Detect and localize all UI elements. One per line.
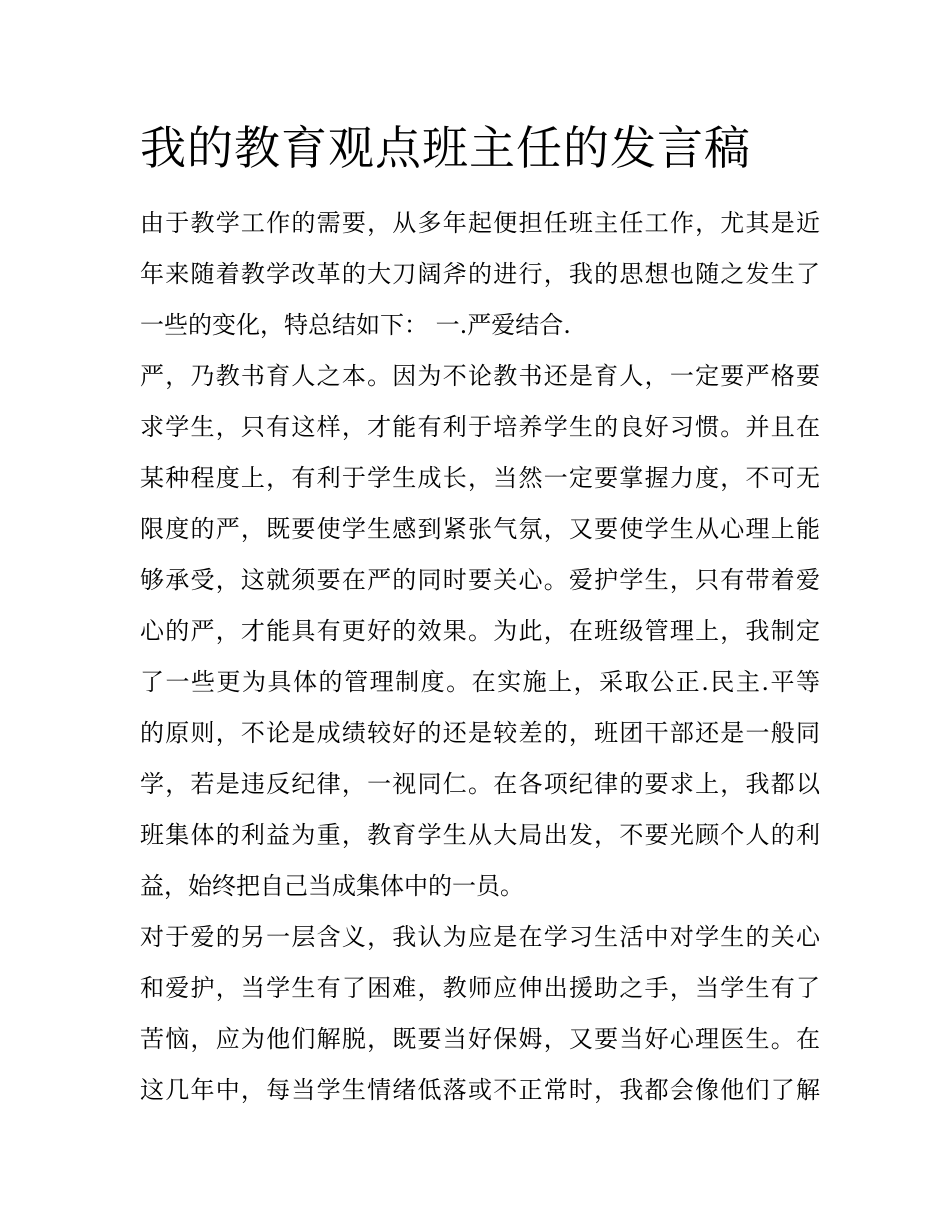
- text-line: 这几年中，每当学生情绪低落或不正常时，我都会像他们了解: [140, 1076, 820, 1104]
- text-line: 对于爱的另一层含义，我认为应是在学习生活中对学生的关心: [140, 923, 820, 951]
- document-title: 我的教育观点班主任的发言稿: [140, 121, 751, 175]
- text-line: 年来随着教学改革的大刀阔斧的进行，我的思想也随之发生了: [140, 260, 820, 288]
- text-line: 由于教学工作的需要，从多年起便担任班主任工作，尤其是近: [140, 209, 820, 237]
- text-line: 班集体的利益为重，教育学生从大局出发，不要光顾个人的利: [140, 821, 820, 849]
- text-line: 益，始终把自己当成集体中的一员。: [140, 872, 524, 900]
- document-body: [140, 198, 820, 1116]
- text-line: 某种程度上，有利于学生成长，当然一定要掌握力度，不可无: [140, 464, 820, 492]
- text-line: 求学生，只有这样，才能有利于培养学生的良好习惯。并且在: [140, 413, 820, 441]
- text-line: 限度的严，既要使学生感到紧张气氛，又要使学生从心理上能: [140, 515, 820, 543]
- text-line: 了一些更为具体的管理制度。在实施上，采取公正.民主.平等: [140, 668, 820, 696]
- text-line: 的原则，不论是成绩较好的还是较差的，班团干部还是一般同: [140, 719, 820, 747]
- text-line: 苦恼，应为他们解脱，既要当好保姆，又要当好心理医生。在: [140, 1025, 820, 1053]
- text-line: 心的严，才能具有更好的效果。为此，在班级管理上，我制定: [140, 617, 820, 645]
- text-line: 和爱护，当学生有了困难，教师应伸出援助之手，当学生有了: [140, 974, 820, 1002]
- text-line: 学，若是违反纪律，一视同仁。在各项纪律的要求上，我都以: [140, 770, 820, 798]
- text-line: 够承受，这就须要在严的同时要关心。爱护学生，只有带着爱: [140, 566, 820, 594]
- text-line: 严，乃教书育人之本。因为不论教书还是育人，一定要严格要: [140, 362, 820, 390]
- text-line: 一些的变化，特总结如下： 一.严爱结合.: [140, 311, 571, 339]
